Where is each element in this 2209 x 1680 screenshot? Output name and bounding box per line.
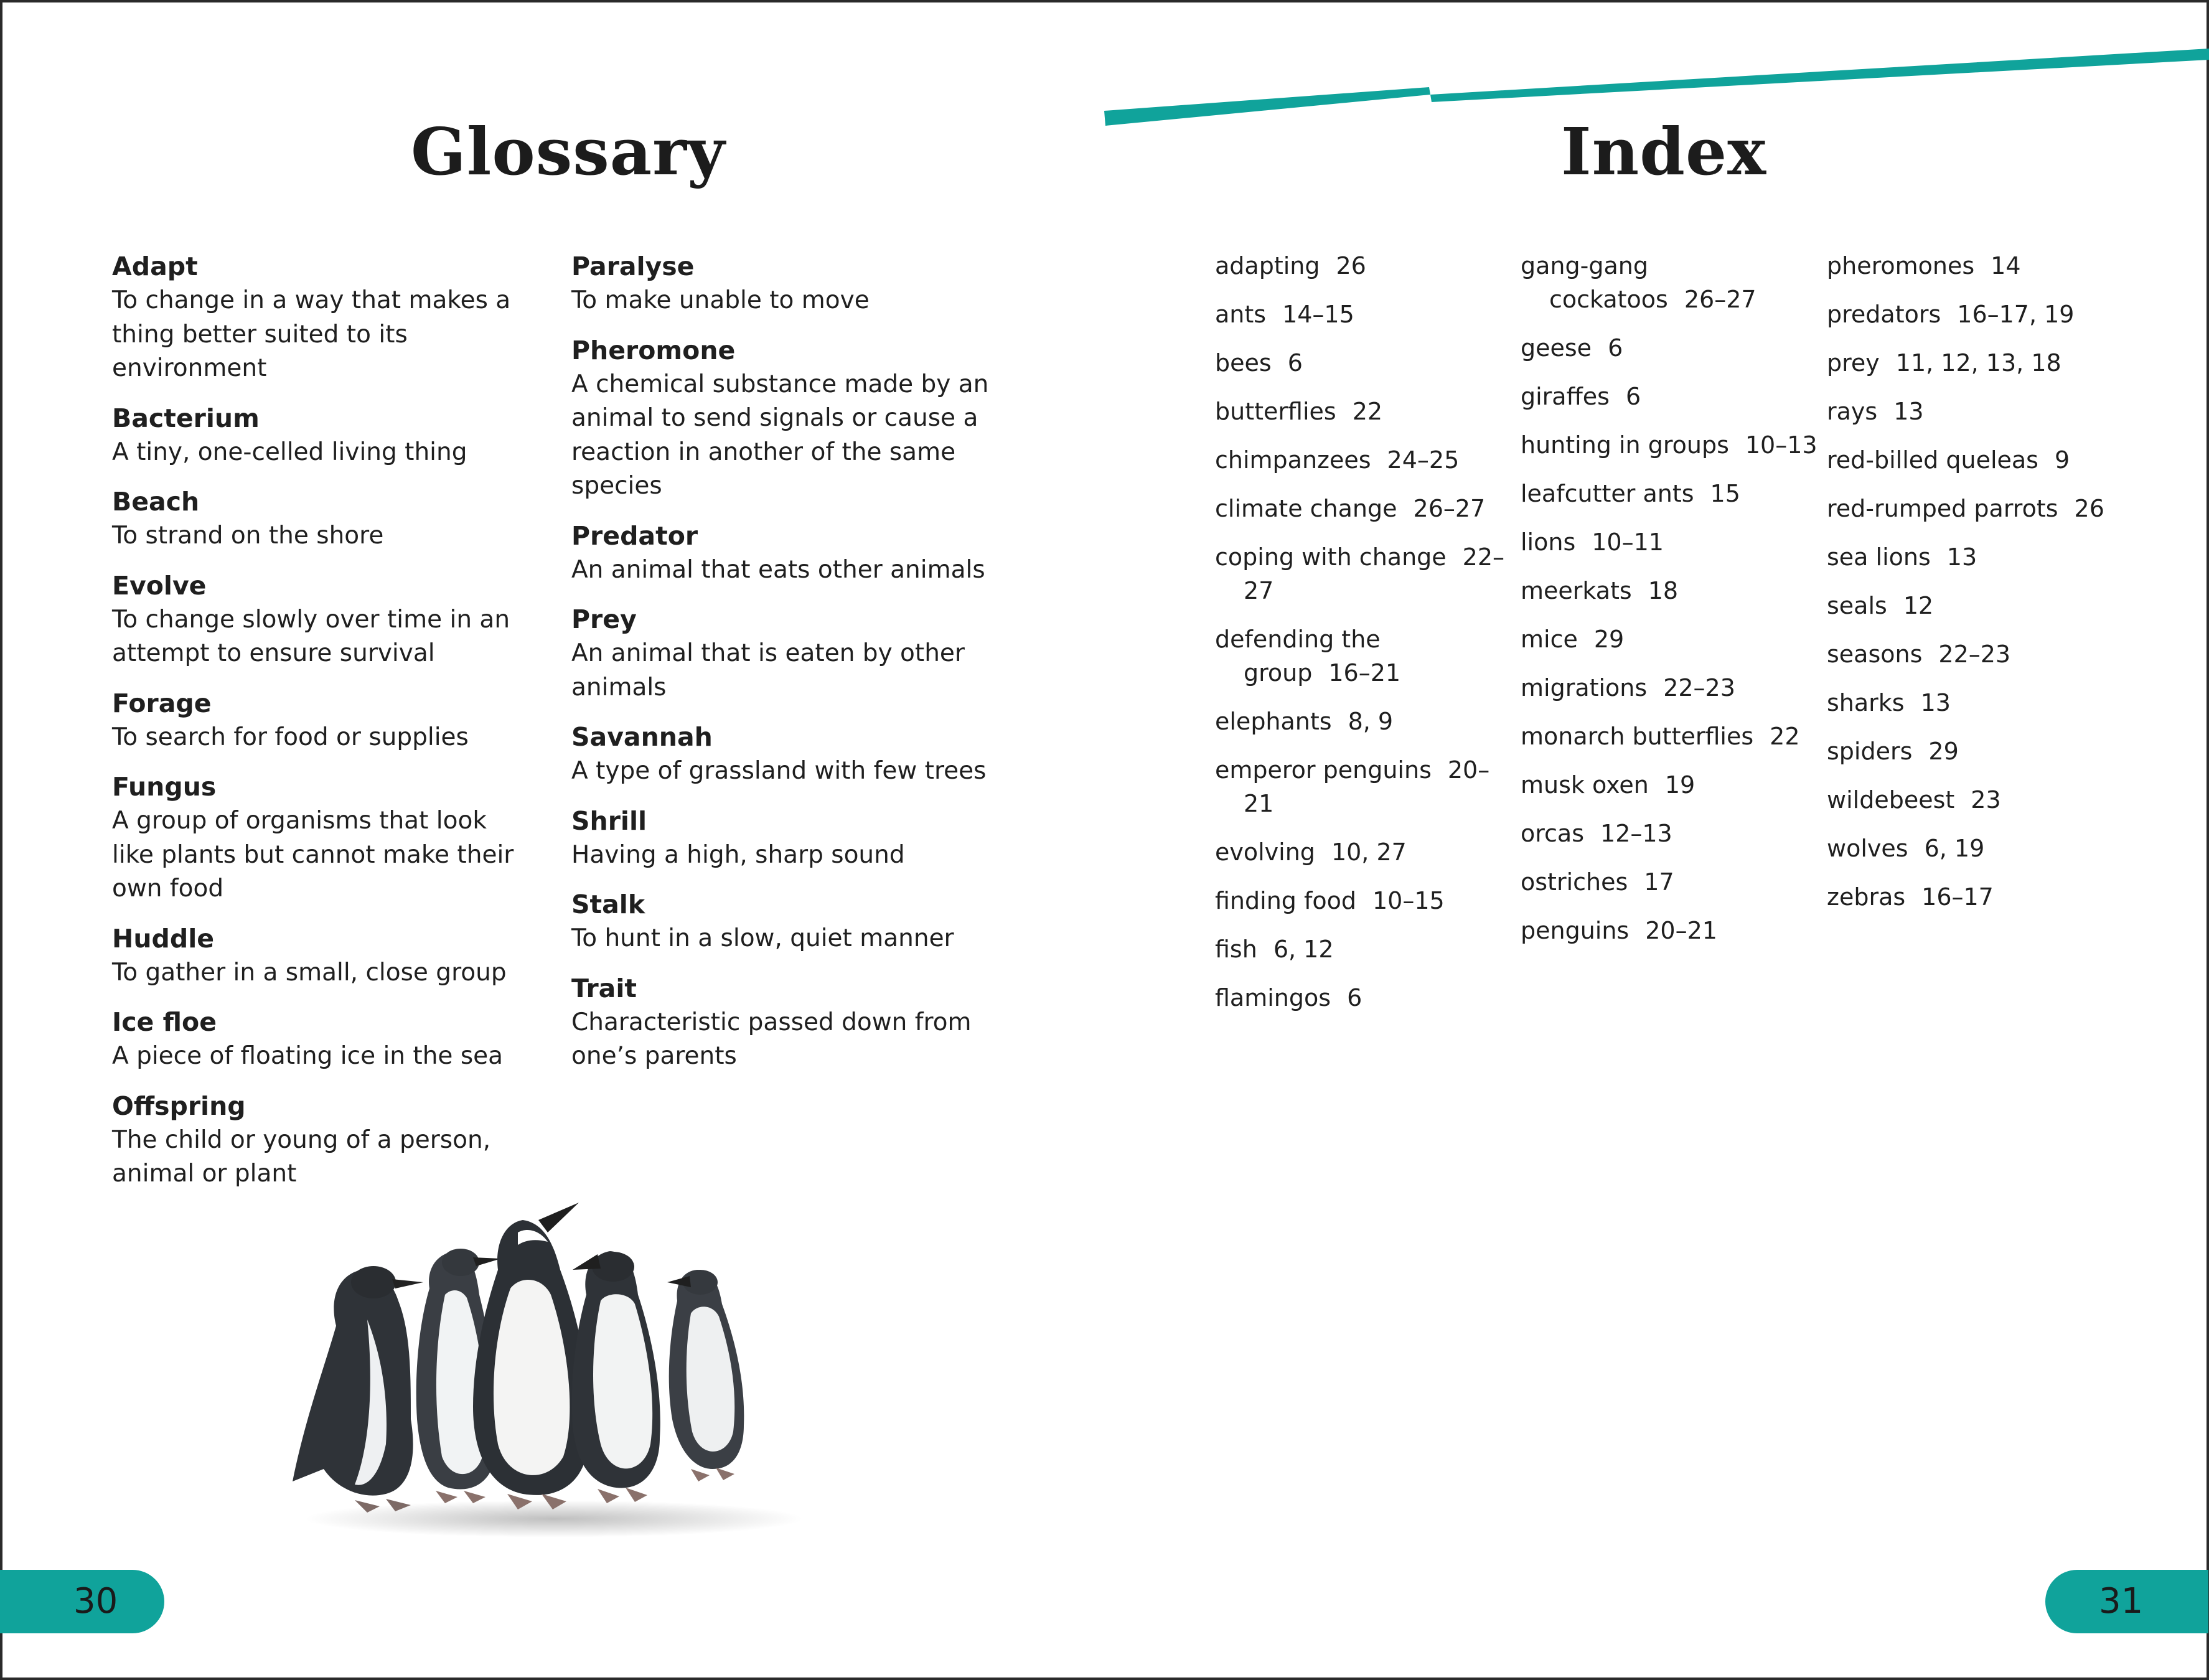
index-entry [1521,331,1819,365]
glossary-entry [112,769,535,906]
index-entry [1215,981,1514,1015]
teal-stripe-decoration [0,0,2209,137]
glossary-term: Ice floe [112,1007,217,1037]
index-pages: 12–13 [1600,820,1672,847]
index-pages: 11, 12, 13, 18 [1895,349,2061,377]
index-title: Index [1561,113,1767,190]
index-entry [1827,298,2126,331]
index-entry [1521,671,1819,705]
index-pages: 17 [1644,868,1674,896]
index-term: sharks [1827,689,1905,716]
penguin [667,1270,744,1481]
index-term: migrations [1521,674,1648,702]
glossary-definition: A piece of floating ice in the sea [112,1042,504,1070]
index-entry [1827,637,2126,671]
glossary-term: Prey [571,604,637,634]
index-pages: 13 [1946,543,1977,571]
glossary-entry [112,1089,535,1191]
index-pages: 22 [1770,723,1800,750]
glossary-term: Forage [112,688,212,718]
index-entry [1521,428,1819,462]
index-term: seasons [1827,641,1923,668]
index-pages: 12 [1903,592,1934,619]
index-term: flamingos [1215,984,1331,1011]
index-pages: 16–17, 19 [1957,301,2075,328]
index-pages: 13 [1893,398,1924,425]
glossary-entry [112,686,535,755]
glossary-entry [112,249,535,386]
glossary-definition: Characteristic passed down from one’s parents [571,1008,972,1070]
glossary-term: Evolve [112,570,207,601]
index-term: orcas [1521,820,1585,847]
glossary-entry [112,484,535,553]
glossary-definition: A chemical substance made by an animal to send signals or cause a reaction in another of the same species [571,370,989,500]
glossary-entry [112,921,535,990]
index-pages: 6, 19 [1924,835,1985,862]
penguin [293,1266,423,1513]
index-term: predators [1827,301,1941,328]
index-term: evolving [1215,838,1315,866]
index-entry [1215,884,1514,917]
index-pages: 14–15 [1282,301,1354,328]
index-term: chimpanzees [1215,446,1371,474]
index-pages: 16–21 [1328,659,1401,687]
index-pages: 22–23 [1938,641,2011,668]
penguin [572,1251,660,1503]
index-entry [1215,346,1514,380]
index-entry [1521,865,1819,899]
glossary-term: Bacterium [112,403,260,433]
index-pages: 6, 12 [1273,936,1334,963]
index-term: penguins [1521,917,1630,944]
index-entry [1215,622,1514,690]
index-pages: 10–11 [1592,528,1664,556]
glossary-term: Beach [112,487,200,517]
index-term: seals [1827,592,1887,619]
index-term: meerkats [1521,577,1632,604]
index-term: ants [1215,301,1267,328]
glossary-column-1 [112,249,535,1206]
index-entry [1521,622,1819,656]
index-entry [1215,705,1514,738]
glossary-term: Fungus [112,772,217,802]
page-number-right: 31 [2045,1570,2208,1633]
index-entry [1521,817,1819,850]
index-pages: 26 [1336,252,1366,279]
index-entry [1521,380,1819,413]
index-pages: 19 [1664,771,1695,799]
index-term: elephants [1215,708,1332,735]
glossary-definition: A group of organisms that look like plants but cannot make their own food [112,807,514,903]
index-column-3 [1827,249,2126,929]
index-term: adapting [1215,252,1320,279]
glossary-term: Adapt [112,251,198,281]
page-number-left: 30 [0,1570,164,1633]
index-term: climate change [1215,495,1397,522]
glossary-term: Stalk [571,889,645,919]
index-pages: 22 [1352,398,1383,425]
index-pages: 10, 27 [1331,838,1407,866]
glossary-definition: To change slowly over time in an attempt to ensure survival [112,605,510,667]
index-entry [1215,540,1514,608]
index-pages: 24–25 [1387,446,1460,474]
index-entry [1215,298,1514,331]
index-entry [1521,768,1819,802]
index-term: wolves [1827,835,1908,862]
glossary-term: Pheromone [571,335,736,365]
index-entry [1521,525,1819,559]
index-term: sea lions [1827,543,1931,571]
index-term: hunting in groups [1521,431,1729,459]
index-pages: 20–21 [1244,756,1490,817]
glossary-entry [571,971,995,1074]
glossary-definition: To hunt in a slow, quiet manner [571,924,954,952]
penguin [473,1203,589,1509]
glossary-term: Savannah [571,722,713,752]
index-term: leafcutter ants [1521,480,1694,507]
glossary-column-2 [571,249,995,1089]
index-entry [1215,835,1514,869]
index-term: pheromones [1827,252,1975,279]
index-term: butterflies [1215,398,1336,425]
index-column-2 [1521,249,1819,962]
index-entry [1827,346,2126,380]
index-pages: 22–23 [1663,674,1735,702]
index-entry [1827,540,2126,574]
glossary-entry [571,887,995,956]
index-entry [1215,249,1514,283]
glossary-term: Predator [571,520,698,551]
glossary-definition: To change in a way that makes a thing better suited to its environment [112,286,511,382]
index-pages: 6 [1608,334,1623,362]
glossary-definition: Having a high, sharp sound [571,840,905,869]
index-pages: 26–27 [1684,286,1756,313]
glossary-term: Offspring [112,1091,246,1121]
index-term: rays [1827,398,1878,425]
glossary-definition: To gather in a small, close group [112,958,507,987]
index-pages: 14 [1991,252,2021,279]
glossary-definition: The child or young of a person, animal or plant [112,1125,491,1188]
glossary-entry [571,333,995,504]
index-pages: 29 [1928,738,1959,765]
index-term: finding food [1215,887,1356,914]
index-pages: 10–13 [1745,431,1817,459]
index-term: red-billed queleas [1827,446,2038,474]
glossary-definition: An animal that eats other animals [571,555,985,584]
glossary-definition: An animal that is eaten by other animals [571,639,965,702]
index-term: musk oxen [1521,771,1649,799]
index-term: spiders [1827,738,1913,765]
index-pages: 29 [1593,626,1625,653]
index-pages: 15 [1710,480,1740,507]
index-entry [1827,734,2126,768]
index-term: zebras [1827,883,1906,911]
index-pages: 26 [2074,495,2104,522]
index-pages: 6 [1347,984,1362,1011]
index-term: mice [1521,626,1578,653]
index-entry [1827,686,2126,720]
index-entry [1827,589,2126,622]
index-term: red-rumped parrots [1827,495,2058,522]
index-pages: 10–15 [1372,887,1445,914]
index-term: gang-gang cockatoos [1521,252,1668,313]
index-term: giraffes [1521,383,1610,410]
glossary-entry [571,720,995,789]
glossary-definition: A type of grassland with few trees [571,757,987,785]
index-pages: 9 [2054,446,2070,474]
index-entry [1521,477,1819,510]
index-entry [1827,880,2126,914]
index-pages: 23 [1971,786,2001,814]
index-term: wildebeest [1827,786,1955,814]
index-pages: 22–27 [1244,543,1505,604]
index-term: bees [1215,349,1272,377]
glossary-term: Paralyse [571,251,695,281]
index-pages: 16–17 [1921,883,1994,911]
index-pages: 26–27 [1413,495,1486,522]
glossary-entry [112,1005,535,1074]
glossary-entry [571,804,995,873]
index-pages: 6 [1625,383,1641,410]
index-entry [1521,249,1819,316]
index-term: emperor penguins [1215,756,1432,784]
index-pages: 13 [1920,689,1951,716]
index-entry [1215,753,1514,820]
glossary-term: Trait [571,973,637,1003]
glossary-definition: To make unable to move [571,286,870,314]
index-pages: 20–21 [1645,917,1717,944]
index-entry [1215,492,1514,525]
index-term: fish [1215,936,1257,963]
glossary-entry [112,401,535,470]
index-term: lions [1521,528,1576,556]
glossary-definition: To strand on the shore [112,522,384,550]
index-entry [1521,720,1819,753]
index-entry [1827,832,2126,865]
glossary-entry [571,519,995,588]
index-entry [1827,443,2126,477]
glossary-entry [571,249,995,318]
index-term: monarch butterflies [1521,723,1754,750]
index-term: geese [1521,334,1592,362]
index-entry [1827,492,2126,525]
index-term: prey [1827,349,1880,377]
glossary-entry [112,568,535,671]
index-entry [1827,249,2126,283]
index-entry [1827,395,2126,428]
index-pages: 8, 9 [1348,708,1394,735]
index-term: ostriches [1521,868,1628,896]
penguins-photo [286,1195,822,1544]
index-entry [1215,932,1514,966]
glossary-definition: A tiny, one-celled living thing [112,438,467,466]
index-pages: 6 [1287,349,1303,377]
glossary-term: Shrill [571,805,647,836]
glossary-term: Huddle [112,923,215,954]
index-entry [1521,914,1819,947]
glossary-title: Glossary [411,113,726,190]
index-entry [1521,574,1819,608]
index-term: defending the group [1215,626,1381,687]
index-entry [1215,395,1514,428]
index-entry [1827,783,2126,817]
index-term: coping with change [1215,543,1447,571]
index-entry [1215,443,1514,477]
glossary-definition: To search for food or supplies [112,723,469,751]
index-pages: 18 [1648,577,1679,604]
index-column-1 [1215,249,1514,1030]
glossary-entry [571,602,995,705]
